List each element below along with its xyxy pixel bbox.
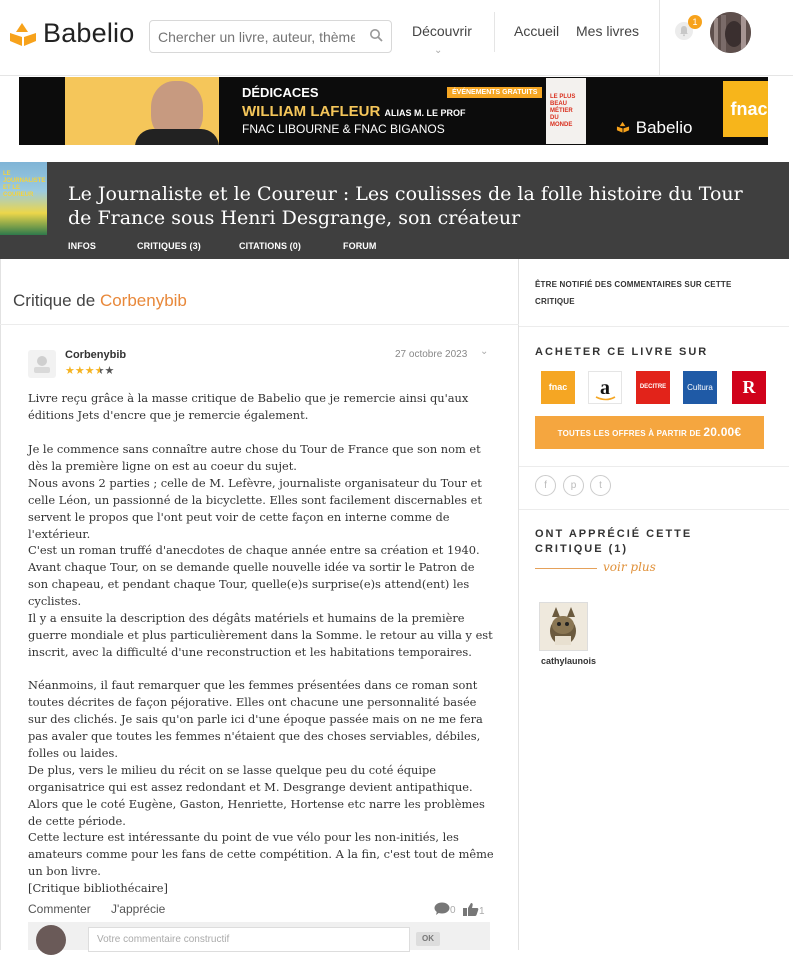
- page-title-prefix: Critique de: [13, 291, 100, 310]
- thumbs-up-icon: [463, 902, 479, 916]
- star-icon: ★: [104, 365, 115, 377]
- divider: [659, 0, 660, 76]
- banner-title: DÉDICACES: [242, 85, 319, 100]
- divider: [494, 12, 495, 52]
- divider: [519, 509, 789, 510]
- review-paragraph: De plus, vers le milieu du récit on se lasse quelque peu du coté équipe organisatrice qui est assez redondant et M. Desgrange devient antipathique. Alors que le coté Eugène, Gaston, Henriette, Hortense etc narre les problèmes de cette période.: [28, 763, 485, 828]
- page-title-author[interactable]: Corbenybib: [99, 291, 187, 310]
- star-icon: ★: [65, 365, 75, 377]
- offers-price: 20.00€: [703, 425, 742, 439]
- store-amazon-label: a: [600, 377, 610, 399]
- search-icon[interactable]: [369, 28, 383, 47]
- logo-text: Babelio: [43, 18, 135, 48]
- notify-link[interactable]: ÊTRE NOTIFIÉ DES COMMENTAIRES SUR CETTE CRITIQUE: [535, 280, 732, 306]
- tab-forum[interactable]: FORUM: [343, 241, 377, 251]
- fan-name[interactable]: cathylaunois: [541, 656, 597, 666]
- banner-book-text: LE PLUS BEAU MÉTIER DU MONDE: [550, 94, 576, 128]
- page-title: [13, 291, 187, 311]
- avatar: [36, 925, 66, 955]
- divider: [0, 324, 519, 325]
- book-cover-text: LE JOURNALISTE ET LE COUREUR: [3, 171, 46, 198]
- star-icon: ★: [94, 365, 105, 377]
- comment-form: [28, 922, 490, 950]
- review-paragraph: Cette lecture est intéressante du point de vue vélo pour les non-initiés, les amateurs comme pour les fans de cette compétition. A la fin, c'est tout de même un bon livre.: [28, 830, 494, 878]
- facebook-icon[interactable]: f: [535, 475, 556, 496]
- user-avatar[interactable]: [710, 12, 751, 53]
- buy-heading: ACHETER CE LIVRE SUR: [535, 346, 709, 358]
- notification-badge: 1: [688, 15, 702, 29]
- ad-banner[interactable]: [19, 77, 768, 145]
- pinterest-icon[interactable]: p: [563, 475, 584, 496]
- banner-locations: FNAC LIBOURNE & FNAC BIGANOS: [242, 122, 445, 136]
- banner-event-tag: ÉVÉNEMENTS GRATUITS: [447, 87, 542, 98]
- reviewer-avatar[interactable]: [28, 350, 56, 378]
- fan-avatar[interactable]: [539, 602, 588, 651]
- all-offers-button[interactable]: [535, 416, 764, 449]
- store-fnac[interactable]: fnac: [541, 371, 575, 404]
- author-shirt: [135, 129, 219, 145]
- review-paragraph: Livre reçu grâce à la masse critique de Babelio que je remercie ainsi qu'aux éditions Jets d'encre que je remercie également.: [28, 391, 469, 422]
- banner-author: [242, 103, 465, 120]
- search-input[interactable]: [150, 21, 355, 52]
- book-cover[interactable]: [0, 162, 47, 235]
- author-photo: [65, 77, 219, 145]
- amazon-arrow-icon: [595, 396, 617, 402]
- search-box[interactable]: [149, 20, 392, 53]
- book-title[interactable]: Le Journaliste et le Coureur : Les coulisses de la folle histoire du Tour de France sous Henri Desgrange, son créateur: [68, 183, 743, 229]
- review-paragraph: Néanmoins, il faut remarquer que les femmes présentées dans ce roman sont toutes décrites de façon péjorative. Elles ont chacune une personnalité basée sur des clichés. Je sais qu'on parle ici d'une époque passée mais on ne me fera pas avaler que toutes les femmes n'étaient que des choses serviables, débiles, folles ou laides.: [28, 678, 483, 760]
- store-decitre[interactable]: DECITRE: [636, 371, 670, 404]
- nav-my-books[interactable]: Mes livres: [576, 23, 640, 39]
- appreciated-heading: ONT APPRÉCIÉ CETTE CRITIQUE (1): [535, 528, 693, 555]
- comment-submit-button[interactable]: OK: [416, 932, 440, 946]
- banner-book: [546, 78, 586, 144]
- tab-citations[interactable]: CITATIONS (0): [239, 241, 301, 251]
- nav-discover-label: Découvrir: [412, 23, 472, 39]
- nav-home[interactable]: Accueil: [514, 23, 560, 39]
- speech-bubble-icon: [434, 902, 450, 915]
- comment-count[interactable]: [434, 902, 456, 916]
- tab-infos[interactable]: INFOS: [68, 241, 97, 251]
- see-more-link[interactable]: voir plus: [603, 560, 656, 574]
- store-r[interactable]: R: [732, 371, 766, 404]
- store-amazon[interactable]: [588, 371, 622, 404]
- offers-label: TOUTES LES OFFRES À PARTIR DE: [557, 429, 701, 438]
- like-count[interactable]: [463, 902, 485, 917]
- book-logo-icon: [615, 120, 631, 134]
- review-paragraph: Il y a ensuite la description des dégâts matériels et humains de la première guerre mondiale et plus particulièrement dans la Somme. le retour au villa y est inscrit, avec la difficulté d'une reconstruction et les habitations temporaires.: [28, 611, 493, 659]
- like-button[interactable]: J'apprécie: [111, 902, 166, 916]
- tab-critiques[interactable]: CRITIQUES (3): [137, 241, 201, 251]
- review-paragraph: C'est un roman truffé d'anecdotes de chaque année entre sa création et 1940. Avant chaque Tour, on se demande quelle nouvelle idée va sortir le Patron de son chapeau, et pendant chaque Tour, quelle(e)s surprise(e)s attend(ent) les cyclistes.: [28, 543, 480, 608]
- review-paragraph: Je le commence sans connaître autre chose du Tour de France que son nom et dès la première ligne on est au coeur du sujet. Nous avons 2 parties ; celle de M. Lefèvre, journaliste organisateur du Tour et celle Léon, un passionné de la bicyclette. Elles sont facilement discernables et servent le propos que l'ont peut voir de cette façon en interne comme de l'extérieur.: [28, 442, 482, 541]
- divider: [519, 466, 789, 467]
- babelio-logo[interactable]: [8, 18, 134, 49]
- banner-brand: [615, 118, 692, 138]
- star-icon: ★: [74, 365, 85, 377]
- chevron-down-icon[interactable]: ⌄: [480, 346, 489, 357]
- rating-stars: [65, 364, 114, 377]
- banner-author-name: WILLIAM LAFLEUR: [242, 103, 381, 120]
- banner-alias: ALIAS M. LE PROF: [384, 108, 466, 118]
- reviewer-name[interactable]: Corbenybib: [65, 349, 127, 361]
- star-icon: ★: [84, 365, 95, 377]
- nav-discover[interactable]: [412, 23, 472, 56]
- like-count-value: 1: [479, 906, 485, 917]
- comment-input[interactable]: Votre commentaire constructif: [88, 927, 410, 952]
- chevron-down-icon: ⌄: [434, 45, 443, 56]
- store-cultura[interactable]: Cultura: [683, 371, 717, 404]
- twitter-icon[interactable]: t: [590, 475, 611, 496]
- fnac-logo: fnac: [723, 81, 768, 137]
- comment-button[interactable]: Commenter: [28, 902, 91, 916]
- divider: [535, 568, 597, 569]
- divider: [519, 326, 789, 327]
- review-date: 27 octobre 2023: [395, 349, 468, 360]
- banner-brand-text: Babelio: [635, 118, 693, 137]
- book-logo-icon: [8, 19, 38, 49]
- top-header: [0, 0, 793, 76]
- review-tag: [Critique bibliothécaire]: [28, 881, 168, 895]
- comment-count-value: 0: [450, 905, 456, 916]
